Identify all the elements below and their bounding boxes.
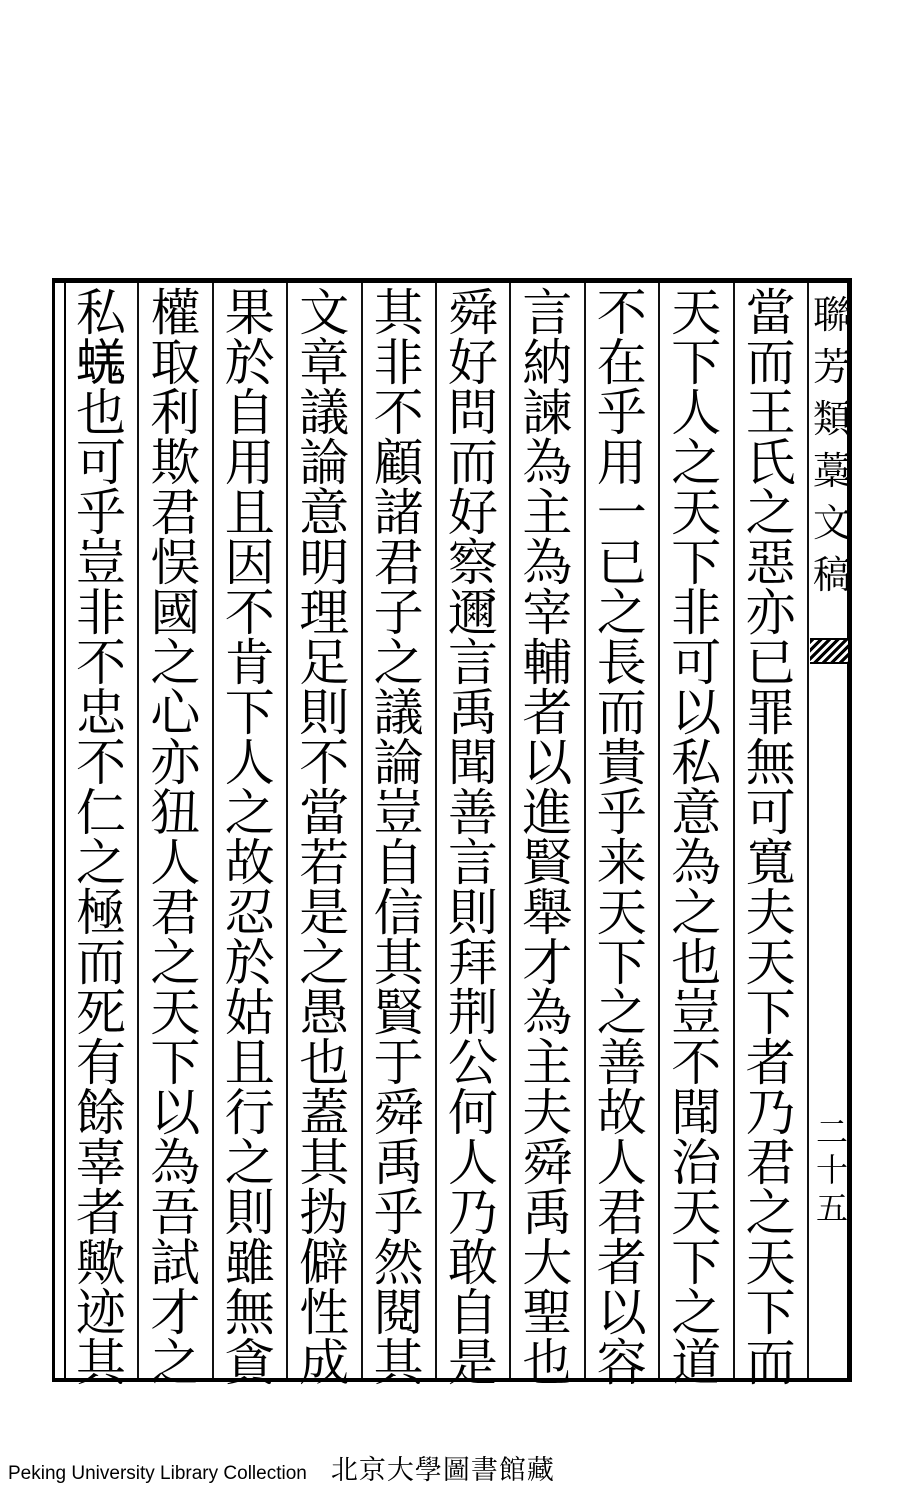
column-rule xyxy=(286,283,288,1378)
spine-title: 聯 芳 類 藁 文 稿 xyxy=(812,293,851,597)
text-column: 不 在 乎 用 一 已 之 長 而 貴 乎 来 天 下 之 善 故 人 君 者 以 容 xyxy=(596,284,647,1392)
column-rule xyxy=(807,283,809,1378)
footer xyxy=(8,1448,555,1487)
text-column: 言 納 諫 為 主 為 宰 輔 者 以 進 賢 舉 才 為 主 夫 舜 禹 大 聖 也 xyxy=(522,284,573,1392)
column-rule xyxy=(361,283,363,1378)
column-rule xyxy=(137,283,139,1378)
collection-label-zh: 北京大學圖書館藏 xyxy=(330,1455,555,1486)
folio-number: 二 十 五 xyxy=(815,1113,848,1227)
column-rule xyxy=(658,283,660,1378)
column-rule xyxy=(733,283,735,1378)
center-spine xyxy=(810,283,850,1378)
text-column: 舜 好 問 而 好 察 邇 言 禹 聞 善 言 則 拜 荆 公 何 人 乃 敢 自 是 xyxy=(448,284,498,1392)
text-column: 文 章 議 論 意 明 理 足 則 不 當 若 是 之 愚 也 蓋 其 㧑 僻 性 成 xyxy=(299,284,350,1392)
collection-label-en: Peking University Library Collection xyxy=(8,1463,307,1484)
text-column: 天 下 人 之 天 下 非 可 以 私 意 為 之 也 豈 不 聞 治 天 下 之 道 xyxy=(671,284,722,1392)
text-column: 果 於 自 用 且 因 不 肯 下 人 之 故 忍 於 姑 且 行 之 則 雖 無 貪 xyxy=(224,284,275,1392)
column-rule xyxy=(584,283,586,1378)
text-column: 其 非 不 顧 諸 君 子 之 議 論 豈 自 信 其 賢 于 舜 禹 乎 然 閱 其 xyxy=(373,284,424,1392)
fishtail-mark xyxy=(810,638,848,664)
column-rule xyxy=(435,283,437,1378)
column-rule xyxy=(509,283,511,1378)
text-column: 權 取 利 欺 君 悮 國 之 心 亦 狃 人 君 之 天 下 以 為 吾 試 才 之 xyxy=(150,284,201,1392)
column-rule xyxy=(212,283,214,1378)
text-column: 當 而 王 氏 之 惡 亦 已 罪 無 可 寬 夫 天 下 者 乃 君 之 天 下 而 xyxy=(745,284,796,1392)
text-column: 私 𧏙 也 可 乎 豈 非 不 忠 不 仁 之 極 而 死 有 餘 辜 者 歟 迹 其 xyxy=(76,284,126,1392)
